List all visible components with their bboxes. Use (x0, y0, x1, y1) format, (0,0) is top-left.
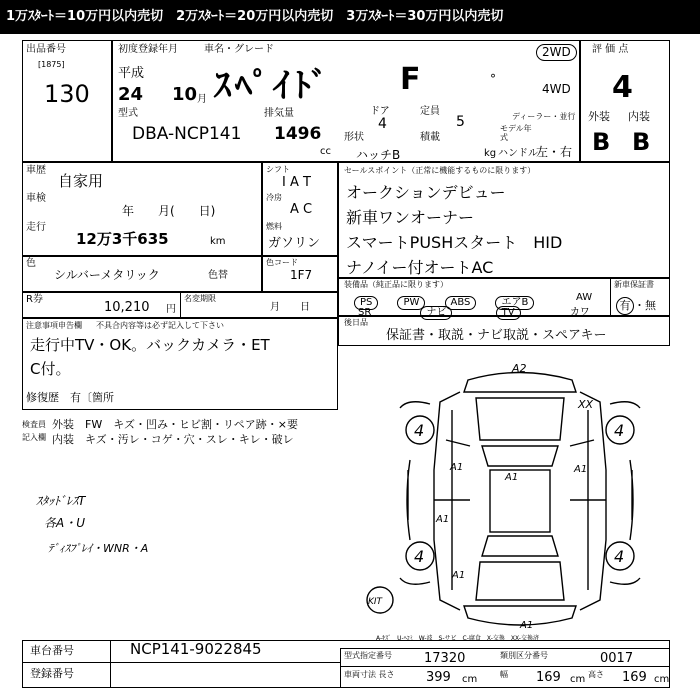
mark-a1: A1 (450, 462, 464, 473)
category-label: 類別区分番号 (500, 651, 548, 660)
ext-label: 外装 (588, 110, 610, 123)
rear-window (482, 536, 558, 556)
seats: 5 (456, 114, 465, 130)
equip-leather: カワ (569, 307, 590, 318)
right-mirror (570, 440, 594, 446)
right-profile (630, 460, 633, 540)
front-bumper (464, 373, 576, 393)
doors-label: ドア (370, 106, 390, 117)
windshield (482, 446, 558, 466)
use-label: 車歴 (26, 165, 46, 176)
color-change-label: 色替 (208, 270, 228, 281)
equip-tv: TV (496, 306, 521, 320)
length-unit: cm (462, 674, 478, 685)
lot-label: 出品番号 (26, 44, 66, 55)
footer-divider (22, 662, 340, 663)
fuel: ガソリン (268, 236, 321, 251)
roof (490, 470, 550, 532)
era: 平成 (118, 66, 145, 81)
diagram-legend: A-ｷｽﾞ U-ﾍｺﾐ W-波 S-サビ C-腐食 X-交換 XX-交換済 (376, 635, 539, 642)
notes-line-1: 走行中TV・OK。バックカメラ・ET (30, 336, 270, 354)
mileage-label: 走行 (26, 222, 46, 233)
lot-number: 130 (44, 80, 90, 108)
recycle-label: R券 (26, 294, 43, 305)
equip-ps: PS (354, 296, 378, 310)
ac-label: 冷房 (266, 193, 282, 202)
inspector-label-2: 記入欄 (22, 433, 46, 442)
model-spec-label: 型式指定番号 (344, 651, 392, 660)
sales-point-line: オークションデビュー (346, 183, 506, 202)
chassis-label: 車台番号 (30, 644, 74, 657)
month-unit: 月 (197, 94, 207, 105)
equip-aw: AW (576, 292, 593, 303)
exterior-marks: 外装 FW キズ・凹み・ヒビ割・リペア跡・×要 (52, 418, 298, 431)
recycle-amount: 10,210 (104, 300, 150, 315)
grade-mark: ° (490, 72, 496, 86)
repair-label: 修復歴 (26, 391, 59, 404)
int-grade: B (632, 128, 651, 156)
warranty-yes: 有 (616, 297, 634, 315)
handle-label: ハンドル (498, 148, 538, 159)
equip-navi: ナビ (420, 306, 452, 320)
hand-note-2: 各A・U (44, 516, 85, 530)
handle-options: 左・右 (536, 145, 573, 159)
recycle-yen: 円 (166, 304, 176, 315)
reg-label: 登録番号 (30, 667, 74, 680)
int-label: 内装 (628, 110, 650, 123)
model-year-label: モデル年式 (500, 124, 532, 142)
drive-4wd: 4WD (542, 82, 571, 96)
name-change-date: 月 日 (270, 302, 310, 313)
grade: F (400, 62, 421, 97)
shift: I A T (282, 175, 311, 190)
sales-point-line: スマートPUSHスタート HID (346, 233, 563, 252)
score-label: 評 価 点 (592, 44, 629, 55)
sales-point-line: 新車ワンオーナー (346, 208, 475, 227)
height: 169 (622, 670, 647, 685)
mark-a2: A2 (512, 362, 527, 375)
reg-month: 10 (172, 84, 198, 105)
load-label: 積載 (420, 132, 440, 143)
mark-a1: A1 (505, 472, 519, 483)
name-change-label: 名変期限 (184, 294, 216, 303)
chassis-number: NCP141-9022845 (130, 640, 262, 658)
footer-label-divider (110, 640, 111, 688)
sale-terms-text: 1万ｽﾀｰﾄ＝10万円以内売切 2万ｽﾀｰﾄ＝20万円以内売切 3万ｽﾀｰﾄ＝30万円以内売切 (6, 9, 504, 24)
left-profile (407, 460, 410, 540)
wheel-arch-rl (400, 578, 430, 584)
wheel-arch-fr (610, 402, 640, 408)
equip-abs: ABS (445, 296, 477, 310)
after-install-value: 保証書・取説・ナビ取説・スペアキー (386, 328, 607, 343)
mark-fl-4: 4 (414, 421, 425, 440)
shift-label: シフト (266, 165, 290, 174)
notes-sub: 不具合内容等は必ず記入して下さい (96, 321, 224, 330)
mark-rl-4: 4 (414, 547, 425, 566)
mark-xx: XX (578, 398, 594, 411)
equipment-label: 装備品（純正品に限ります） (344, 280, 448, 289)
mark-a1: A1 (520, 620, 534, 631)
rear-hatch (476, 562, 564, 600)
sales-points-label: セールスポイント（正常に機能するものに限ります） (344, 166, 536, 175)
mark-rr-4: 4 (614, 547, 625, 566)
color-value: シルバーメタリック (54, 268, 160, 282)
mark-a1: A1 (574, 464, 588, 475)
ac: A C (290, 202, 313, 217)
warranty-no: ・無 (634, 299, 656, 312)
use-value: 自家用 (58, 172, 104, 190)
equip-airbag: エアB (495, 296, 534, 310)
wheel-arch-fl (400, 402, 430, 408)
mark-a1: A1 (452, 570, 466, 581)
right-side (580, 392, 606, 610)
mark-a1: A1 (436, 514, 450, 525)
fuel-label: 燃料 (266, 222, 282, 231)
wheel-arch-rr (610, 578, 640, 584)
doors: 4 (378, 116, 387, 132)
inspector-label-1: 検査員 (22, 420, 46, 429)
hood (476, 398, 564, 440)
seats-label: 定員 (420, 106, 440, 117)
body-shape: ハッチB (356, 148, 401, 162)
width-unit: cm (570, 674, 586, 685)
model-label: 型式 (118, 108, 138, 119)
mileage-unit: km (210, 236, 226, 247)
car-name-label: 車名・グレード (204, 44, 274, 55)
left-mirror (446, 440, 470, 446)
after-install-label: 後日品 (344, 318, 368, 327)
equip-sr: SR (358, 307, 372, 318)
color-code-label: 色コード (266, 258, 298, 267)
footer-spec-divider (340, 666, 670, 667)
inspection-label: 車検 (26, 193, 46, 204)
height-unit: cm (654, 674, 670, 685)
cc-label: 排気量 (264, 108, 294, 119)
shape-label: 形状 (344, 132, 364, 143)
notes-line-2: C付。 (30, 360, 71, 378)
load-unit: kg (484, 148, 497, 159)
height-label: 高さ (588, 670, 604, 679)
repair-value: 有〔箇所 (70, 391, 114, 404)
dealer-label: ディーラー・並行 (512, 112, 576, 121)
hand-note-1: ｽﾀｯﾄﾞﾚｽT (36, 494, 86, 508)
equip-pw: PW (397, 296, 425, 310)
first-reg-label: 初度登録年月 (118, 44, 178, 55)
cc-unit: cc (320, 146, 331, 157)
inspection-fields: 年 月( 日) (122, 204, 216, 218)
dims-label: 車両寸法 長さ (344, 670, 395, 679)
width: 169 (536, 670, 561, 685)
hand-note-3: ﾃﾞｨｽﾌﾟﾚｲ・WNR・A (48, 542, 149, 555)
mark-fr-4: 4 (614, 421, 625, 440)
notes-label: 注意事項申告欄 (26, 321, 82, 330)
color-code: 1F7 (290, 268, 313, 282)
mileage: 12万3千635 (76, 230, 169, 248)
mark-kit: KIT (368, 597, 383, 607)
width-label: 幅 (500, 670, 508, 679)
car-name: ｽﾍﾟｲﾄﾞ (214, 66, 332, 106)
model-code: DBA-NCP141 (132, 124, 242, 144)
sales-point-line: ナノイー付オートAC (346, 258, 494, 277)
category: 0017 (600, 651, 634, 666)
interior-marks: 内装 キズ・汚レ・コゲ・穴・スレ・キレ・破レ (52, 433, 294, 446)
lot-sub: [1875] (38, 60, 65, 69)
score: 4 (612, 70, 633, 105)
length: 399 (426, 670, 451, 685)
displacement: 1496 (274, 124, 322, 144)
color-label: 色 (26, 258, 36, 269)
warranty-label: 新車保証書 (614, 280, 654, 289)
reg-year: 24 (118, 84, 144, 105)
ext-grade: B (592, 128, 611, 156)
drive-2wd: 2WD (536, 44, 577, 61)
model-spec: 17320 (424, 651, 466, 666)
